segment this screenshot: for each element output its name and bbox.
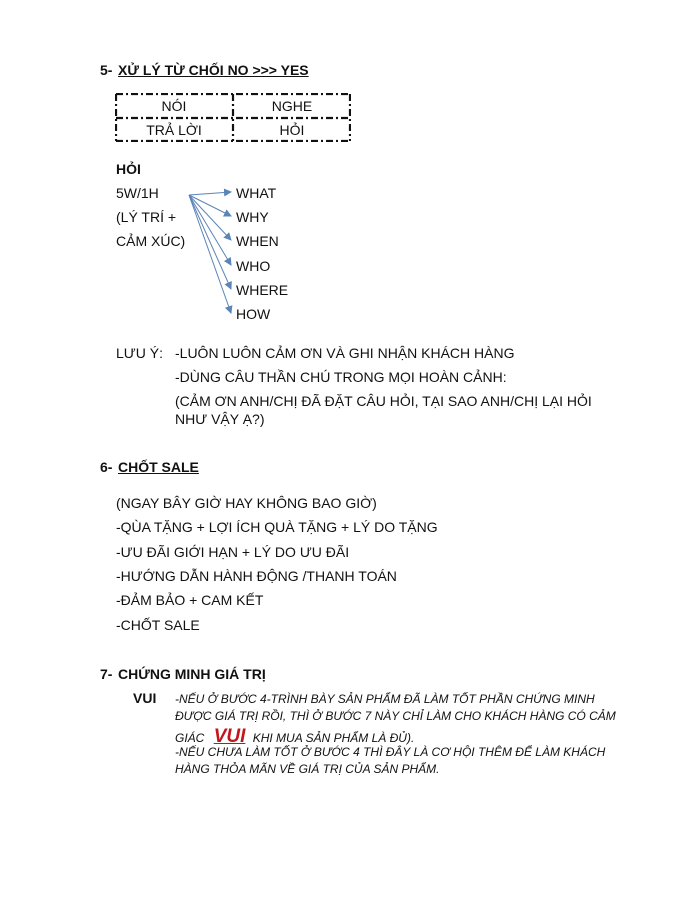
- hoi-heading: HỎI: [116, 161, 141, 177]
- question-who: WHO: [236, 258, 271, 274]
- section7-line-2: ĐƯỢC GIÁ TRỊ RỒI, THÌ Ở BƯỚC 7 NÀY CHỈ LÀM CHO KHÁCH HÀNG CÓ CẢM: [175, 709, 616, 723]
- question-what: WHAT: [236, 185, 277, 201]
- table-cell-tra-loi: TRẢ LỜI: [146, 122, 202, 138]
- arrow-when: [189, 195, 231, 240]
- section7-line-1: -NẾU Ở BƯỚC 4-TRÌNH BÀY SẢN PHẨM ĐÃ LÀM TỐT PHẦN CHỨNG MINH: [175, 692, 595, 706]
- section6-item-4: -HƯỚNG DẪN HÀNH ĐỘNG /THANH TOÁN: [116, 568, 397, 584]
- left-line-1: 5W/1H: [116, 185, 159, 201]
- arrow-where: [189, 195, 231, 289]
- note-label: LƯU Ý:: [116, 345, 163, 361]
- section6-item-2: -QÙA TẶNG + LỢI ÍCH QUÀ TẶNG + LÝ DO TẶNG: [116, 519, 438, 535]
- section6-item-6: -CHỐT SALE: [116, 617, 200, 633]
- note-line-2: -DÙNG CÂU THẦN CHÚ TRONG MỌI HOÀN CẢNH:: [175, 369, 507, 385]
- section7-line-5: HÀNG THỎA MÃN VỀ GIÁ TRỊ CỦA SẢN PHẨM.: [175, 762, 440, 776]
- section5-title: XỬ LÝ TỪ CHỐI NO >>> YES: [118, 62, 309, 78]
- section7-number: 7-: [100, 666, 113, 682]
- section6-item-5: -ĐẢM BẢO + CAM KẾT: [116, 592, 264, 608]
- table-cell-hoi: HỎI: [279, 122, 305, 138]
- section6-item-3: -ƯU ĐÃI GIỚI HẠN + LÝ DO ƯU ĐÃI: [116, 544, 350, 560]
- section7-line-4: -NẾU CHƯA LÀM TỐT Ở BƯỚC 4 THÌ ĐÂY LÀ CƠ HỘI THÊM ĐỂ LÀM KHÁCH: [175, 745, 606, 759]
- section6-item-1: (NGAY BÂY GIỜ HAY KHÔNG BAO GIỜ): [116, 495, 377, 511]
- section6-number: 6-: [100, 459, 113, 475]
- arrow-what: [189, 192, 231, 195]
- vui-emphasis: VUI: [213, 726, 246, 747]
- note-line-3: (CẢM ƠN ANH/CHỊ ĐÃ ĐẶT CÂU HỎI, TẠI SAO ANH/CHỊ LẠI HỎI: [175, 393, 592, 409]
- question-where: WHERE: [236, 282, 289, 298]
- question-how: HOW: [236, 306, 271, 322]
- section5-number: 5-: [100, 62, 113, 78]
- table-cell-nghe: NGHE: [271, 98, 313, 114]
- question-arrows: [0, 0, 674, 340]
- section7-label: VUI: [133, 690, 157, 706]
- section7-line-3-post: KHI MUA SẢN PHẨM LÀ ĐỦ).: [252, 731, 415, 745]
- note-line-4: NHƯ VẬY Ạ?): [175, 411, 265, 427]
- question-when: WHEN: [236, 233, 279, 249]
- note-line-1: -LUÔN LUÔN CẢM ƠN VÀ GHI NHẬN KHÁCH HÀNG: [175, 345, 515, 361]
- question-why: WHY: [236, 209, 269, 225]
- section7-title: CHỨNG MINH GIÁ TRỊ: [118, 666, 266, 682]
- section6-title: CHỐT SALE: [118, 459, 199, 475]
- section7-line-3-pre: GIÁC: [175, 731, 205, 745]
- left-line-2: (LÝ TRÍ +: [116, 209, 177, 225]
- left-line-3: CẢM XÚC): [116, 233, 186, 249]
- table-cell-noi: NÓI: [161, 98, 187, 114]
